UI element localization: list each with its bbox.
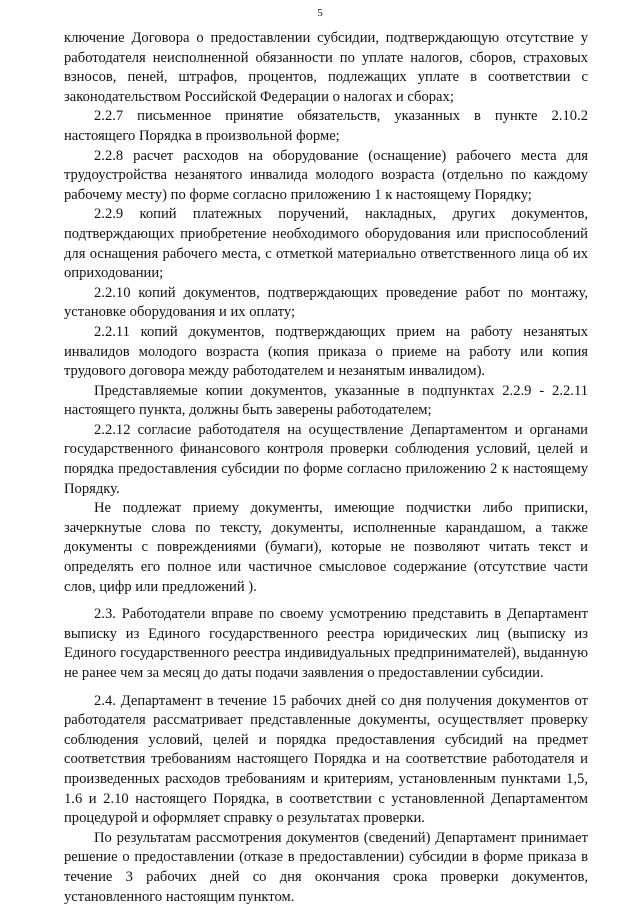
paragraph-2-3: 2.3. Работодатели вправе по своему усмотрению представить в Департамент выписку из Единого государственного реестра юридических лиц (выписку из Единого государственного реестра индивидуальных предпринимателей), выданную не ранее чем за месяц до даты подачи заявления о предоставлении субсидии.: [64, 606, 588, 681]
page-number: 5: [317, 7, 323, 19]
paragraph-rejected-documents: Не подлежат приему документы, имеющие подчистки либо приписки, зачеркнутые слова по тексту, документы, исполненные карандашом, а также документы с повреждениями (бумаги), которые не позволяют читать текст и определять его полное или частичное смысловое содержание (отсутствие части слов, цифр или предложений ).: [64, 500, 588, 595]
paragraph-2-4: 2.4. Департамент в течение 15 рабочих дней со дня получения документов от работодателя рассматривает представленные документы, осуществляет проверку соблюдения условий, целей и порядка предоставления субсидий на предмет соответствия требованиям настоящего Порядка и на соответствие работодателя и произведенных расходов требованиям и критериям, установленным пунктами 1,5, 1.6 и 2.10 настоящего Порядка, в соответствии с установленной Департаментом процедурой и оформляет справку о результатах проверки.: [64, 692, 588, 827]
paragraph-continuation: ключение Договора о предоставлении субсидии, подтверждающую отсутствие у работодателя неисполненной обязанности по уплате налогов, сборов, страховых взносов, пеней, штрафов, процентов, подлежащих уплате в соответствии с законодательством Российской Федерации о налогах и сборах;: [64, 30, 588, 105]
paragraph-decision: По результатам рассмотрения документов (сведений) Департамент принимает решение о предоставлении (отказе в предоставлении) субсидии в форме приказа в течение 3 рабочих дней со дня окончания срока проверки документов, установленного настоящим пунктом.: [64, 829, 588, 905]
paragraph-copies-certified: Представляемые копии документов, указанные в подпунктах 2.2.9 - 2.2.11 настоящего пункта, должны быть заверены работодателем;: [64, 382, 588, 419]
paragraph-2-2-10: 2.2.10 копий документов, подтверждающих проведение работ по монтажу, установке оборудования и их оплату;: [64, 284, 588, 321]
document-body: [64, 29, 588, 907]
paragraph-2-2-8: 2.2.8 расчет расходов на оборудование (оснащение) рабочего места для трудоустройства незанятого инвалида молодого возраста (отдельно по каждому рабочему месту) по форме согласно приложению 1 к настоящему Порядку;: [64, 147, 588, 203]
paragraph-2-2-9: 2.2.9 копий платежных поручений, накладных, других документов, подтверждающих приобретение необходимого оборудования или приспособлений для оснащения рабочего места, с отметкой материально ответственного лица об их оприходовании;: [64, 206, 588, 282]
paragraph-2-2-12: 2.2.12 согласие работодателя на осуществление Департаментом и органами государственного финансового контроля проверки соблюдения условий, целей и порядка предоставления субсидии по форме согласно приложению 2 к настоящему Порядку.: [64, 421, 588, 497]
paragraph-2-2-11: 2.2.11 копий документов, подтверждающих прием на работу незанятых инвалидов молодого возраста (копия приказа о приеме на работу или копия трудового договора между работодателем и незанятым инвалидом).: [64, 323, 588, 380]
paragraph-2-2-7: 2.2.7 письменное принятие обязательств, указанных в пункте 2.10.2 настоящего Порядка в произвольной форме;: [64, 108, 588, 144]
